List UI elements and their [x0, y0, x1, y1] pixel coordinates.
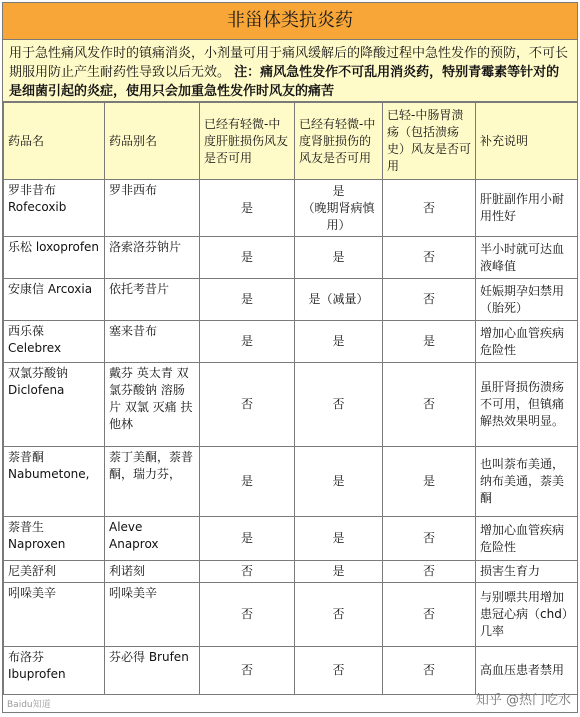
- cell-drug-alias: 洛索洛芬钠片: [105, 237, 200, 279]
- cell-stomach: 否: [383, 517, 476, 561]
- intro-note-bold: 注：痛风急性发作不可乱用消炎药，特别青霉素等针对的是细菌引起的炎症，使用只会加重急性发作时风友的痛苦: [9, 65, 560, 99]
- cell-drug-alias: 利诺刻: [105, 561, 200, 583]
- cell-stomach: 是: [383, 447, 476, 517]
- cell-drug-alias: Aleve Anaprox: [105, 517, 200, 561]
- cell-kidney: 是: [295, 321, 383, 363]
- table-row: [4, 647, 578, 695]
- source-watermark: 知乎 @热门吃水: [475, 693, 571, 708]
- cell-liver: 是: [200, 447, 295, 517]
- cell-note: 增加心血管疾病危险性: [476, 321, 578, 363]
- cell-drug-alias: 塞来昔布: [105, 321, 200, 363]
- cell-drug-alias: 吲哚美辛: [105, 583, 200, 647]
- cell-note: 虽肝肾损伤溃疡不可用，但镇痛解热效果明显。: [476, 363, 578, 447]
- drug-table: [3, 102, 578, 695]
- cell-kidney: 否: [295, 583, 383, 647]
- table-header-row: [4, 103, 578, 180]
- cell-liver: 是: [200, 237, 295, 279]
- cell-stomach: 否: [383, 561, 476, 583]
- cell-kidney: 是: [295, 517, 383, 561]
- cell-drug-name: 乐松 loxoprofen: [4, 237, 105, 279]
- cell-note: 与别嘌共用增加患冠心病（chd）几率: [476, 583, 578, 647]
- cell-note: 增加心血管疾病危险性: [476, 517, 578, 561]
- cell-liver: 是: [200, 279, 295, 321]
- cell-note: 半小时就可达血液峰值: [476, 237, 578, 279]
- cell-kidney: 是（减量）: [295, 279, 383, 321]
- cell-drug-alias: 罗非西布: [105, 180, 200, 237]
- table-row: [4, 180, 578, 237]
- document-page: [2, 2, 578, 713]
- table-row: [4, 583, 578, 647]
- header-note: 补充说明: [476, 103, 578, 180]
- cell-drug-name: 布洛芬 Ibuprofen: [4, 647, 105, 695]
- header-liver: 已经有轻微-中度肝脏损伤风友是否可用: [200, 103, 295, 180]
- cell-kidney: 是: [295, 447, 383, 517]
- cell-stomach: 否: [383, 363, 476, 447]
- cell-kidney: 否: [295, 363, 383, 447]
- header-drug-alias: 药品别名: [105, 103, 200, 180]
- cell-stomach: 否: [383, 647, 476, 695]
- cell-drug-name: 双氯芬酸钠 Diclofena: [4, 363, 105, 447]
- cell-note: 高血压患者禁用: [476, 647, 578, 695]
- cell-liver: 是: [200, 321, 295, 363]
- cell-stomach: 否: [383, 583, 476, 647]
- document-title: 非甾体类抗炎药: [3, 3, 577, 40]
- cell-note: 妊娠期孕妇禁用（胎死）: [476, 279, 578, 321]
- header-stomach: 已轻-中肠胃溃疡（包括溃疡史）风友是否可用: [383, 103, 476, 180]
- intro-paragraph: [3, 40, 577, 102]
- cell-drug-name: 西乐葆 Celebrex: [4, 321, 105, 363]
- table-row: [4, 279, 578, 321]
- table-row: [4, 363, 578, 447]
- table-row: [4, 321, 578, 363]
- intro-text: 用于急性痛风发作时的镇痛消炎，小剂量可用于痛风缓解后的降酸过程中急性发作的预防，不可长期服用防止产生耐药性导致以后无效。: [9, 46, 569, 80]
- cell-kidney: 否: [295, 647, 383, 695]
- header-drug-name: 药品名: [4, 103, 105, 180]
- cell-kidney: 是 （晚期肾病慎用）: [295, 180, 383, 237]
- cell-kidney: 是: [295, 561, 383, 583]
- cell-kidney: 是: [295, 237, 383, 279]
- cell-drug-alias: 芬必得 Brufen: [105, 647, 200, 695]
- cell-liver: 否: [200, 561, 295, 583]
- table-row: [4, 561, 578, 583]
- cell-drug-name: 罗非昔布 Rofecoxib: [4, 180, 105, 237]
- cell-drug-name: 安康信 Arcoxia: [4, 279, 105, 321]
- cell-stomach: 否: [383, 180, 476, 237]
- cell-drug-name: 吲哚美辛: [4, 583, 105, 647]
- cell-liver: 是: [200, 180, 295, 237]
- cell-note: 也叫萘布美通，纳布美通，萘美酮: [476, 447, 578, 517]
- cell-liver: 是: [200, 517, 295, 561]
- header-kidney: 已经有轻微-中度肾脏损伤的风友是否可用: [295, 103, 383, 180]
- cell-drug-alias: 戴芬 英太青 双氯芬酸钠 溶肠片 双氯 灭痛 扶他林: [105, 363, 200, 447]
- corner-watermark: Baidu知道: [7, 700, 51, 710]
- cell-drug-name: 萘普酮 Nabumetone,: [4, 447, 105, 517]
- table-row: [4, 237, 578, 279]
- cell-drug-name: 尼美舒利: [4, 561, 105, 583]
- cell-liver: 否: [200, 647, 295, 695]
- cell-note: 肝脏副作用小耐用性好: [476, 180, 578, 237]
- cell-note: 损害生育力: [476, 561, 578, 583]
- cell-stomach: 否: [383, 279, 476, 321]
- cell-liver: 否: [200, 363, 295, 447]
- cell-drug-name: 萘普生 Naproxen: [4, 517, 105, 561]
- table-row: [4, 517, 578, 561]
- table-row: [4, 447, 578, 517]
- cell-liver: 否: [200, 583, 295, 647]
- cell-drug-alias: 依托考昔片: [105, 279, 200, 321]
- cell-stomach: 否: [383, 237, 476, 279]
- cell-stomach: 是: [383, 321, 476, 363]
- cell-drug-alias: 萘丁美酮，萘普酮，瑞力芬，: [105, 447, 200, 517]
